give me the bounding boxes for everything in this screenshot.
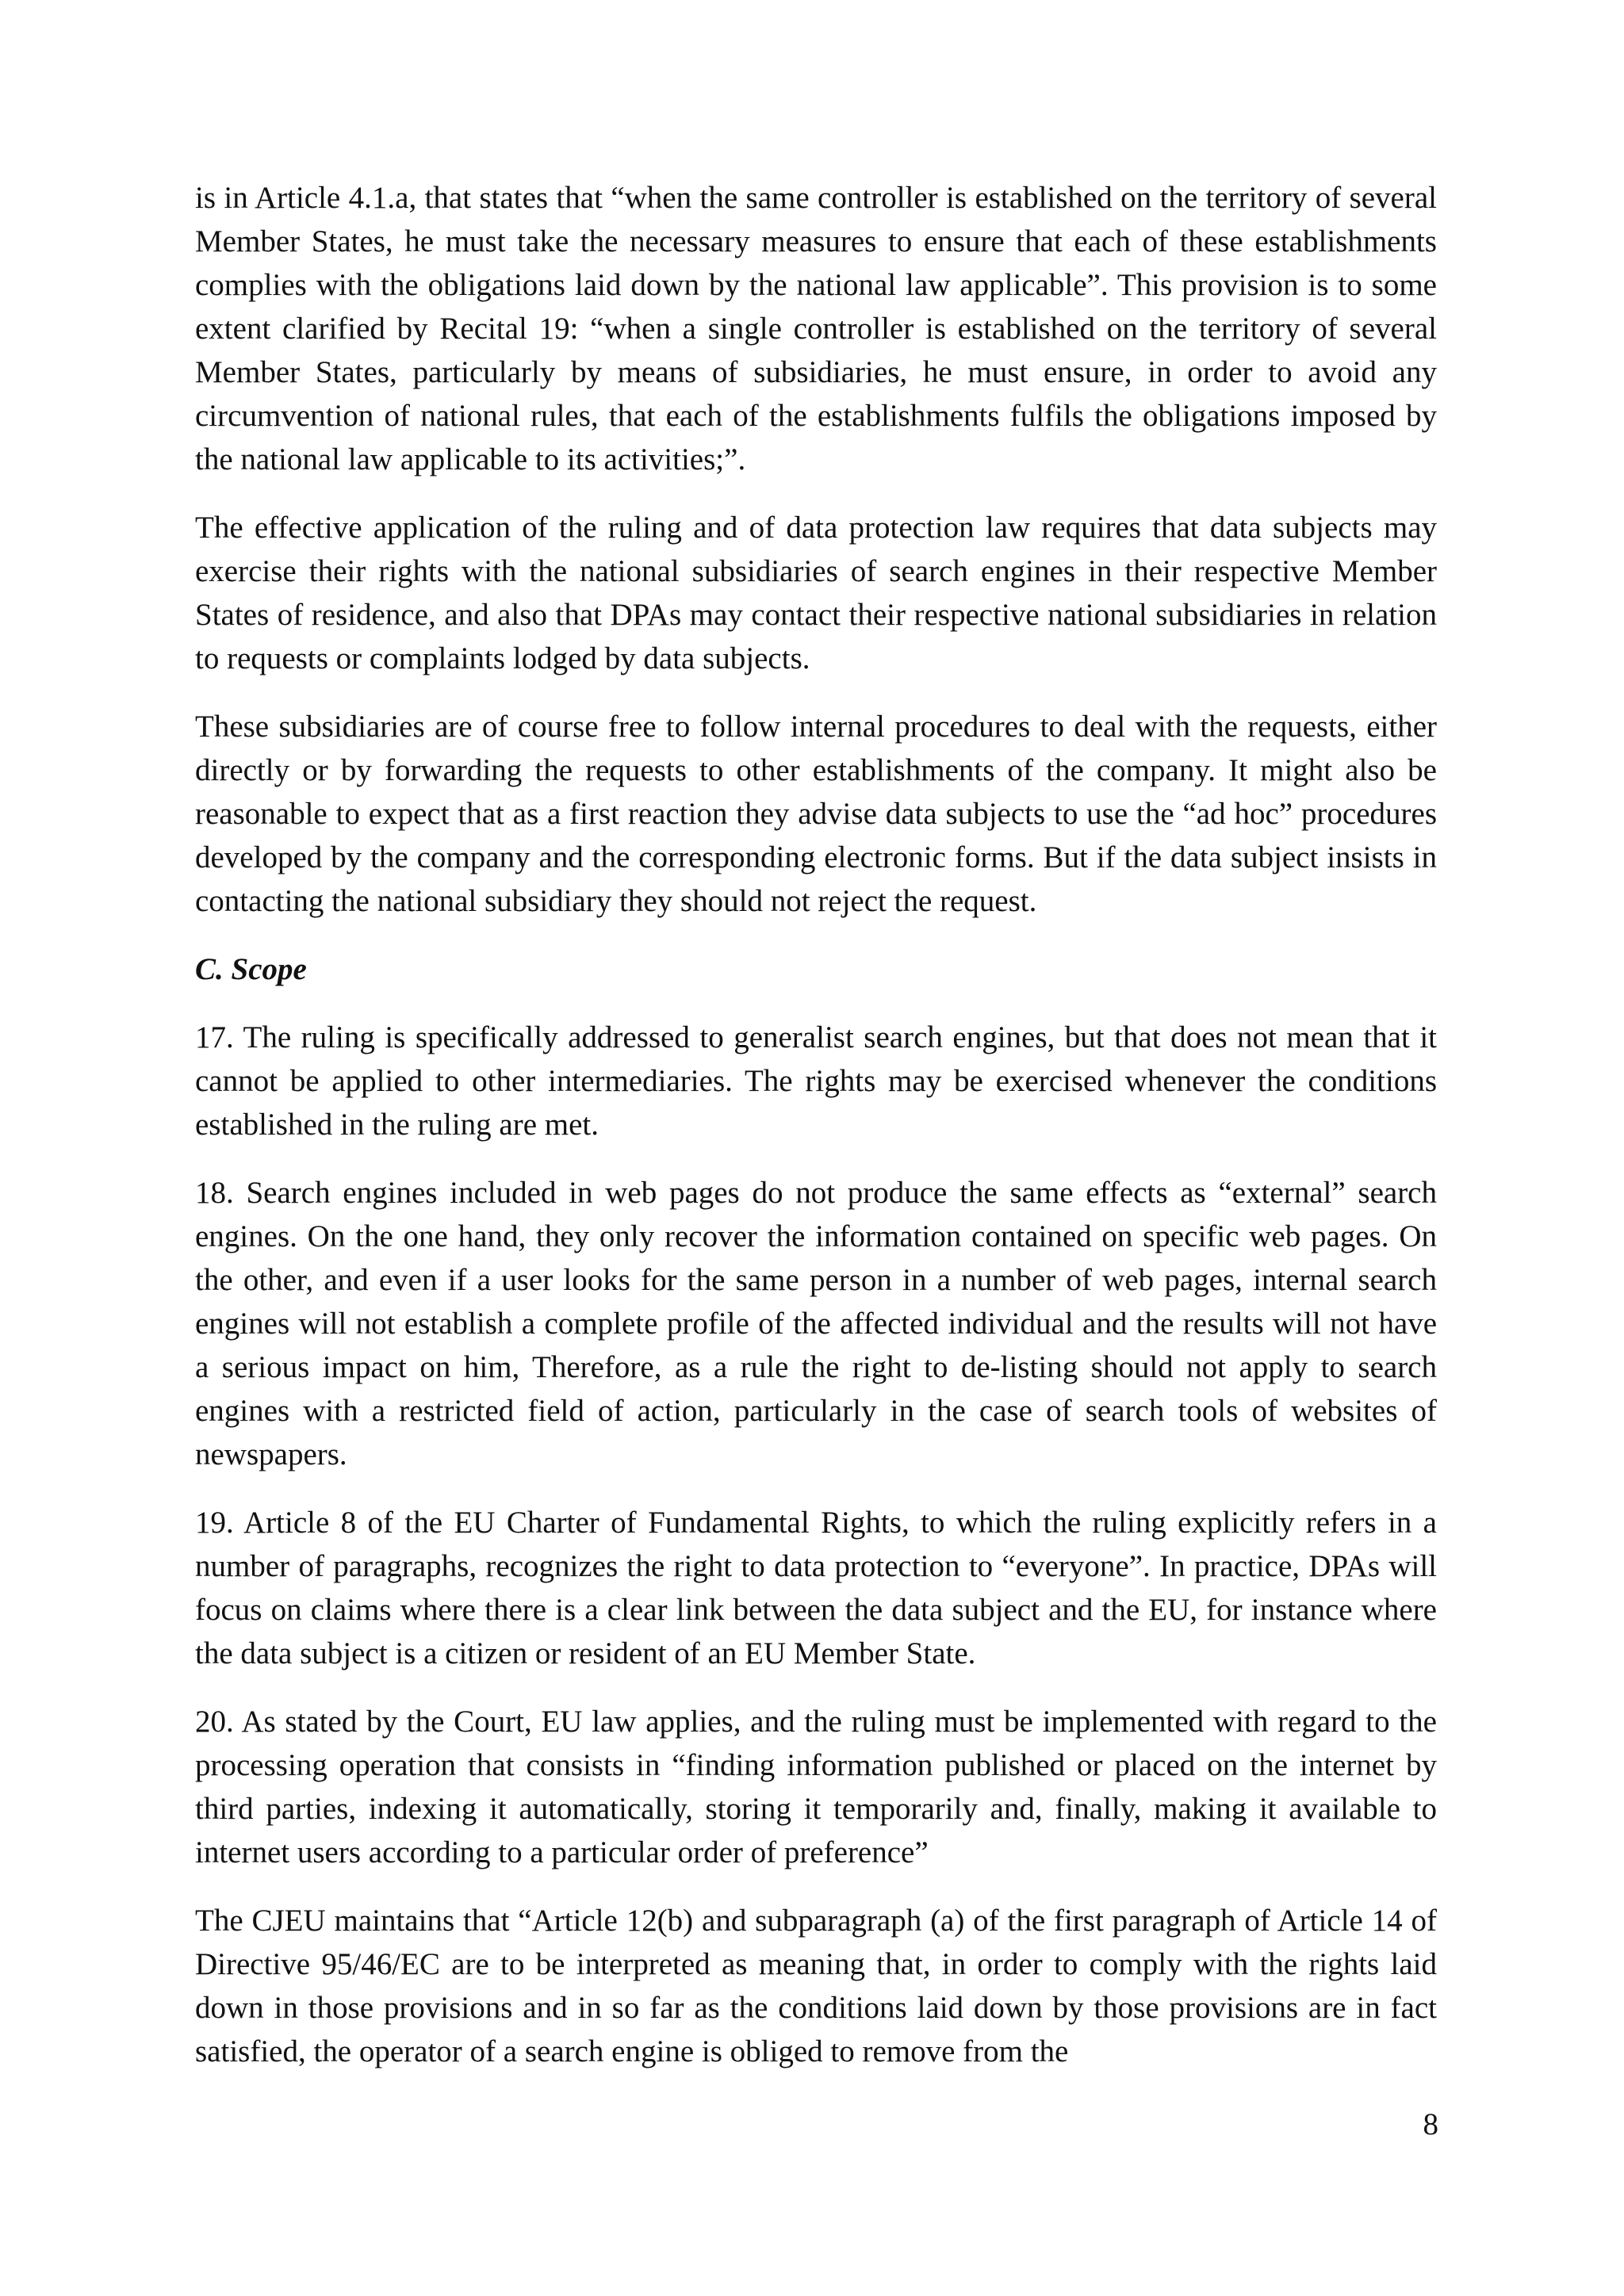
section-heading-scope: C. Scope <box>195 952 307 986</box>
paragraph-20: 20. As stated by the Court, EU law applies, and the ruling must be implemented with regard to the processing operation that consists in “finding information published or placed on the internet by third parties, indexing it automatically, storing it temporarily and, finally, making it available to internet users according to a particular order of preference” <box>195 1705 1437 1869</box>
paragraph-cjeu: The CJEU maintains that “Article 12(b) and subparagraph (a) of the first paragraph of Article 14 of Directive 95/46/EC are to be interpreted as meaning that, in order to comply with the rights laid down in those provisions and in so far as the conditions laid down by those provisions are in fact satisfied, the operator of a search engine is obliged to remove from the <box>195 1904 1437 2068</box>
paragraph-subsidiaries: These subsidiaries are of course free to follow internal procedures to deal with the requests, either directly or by forwarding the requests to other establishments of the company. It might also be reasonable to expect that as a first reaction they advise data subjects to use the “ad hoc” procedures developed by the company and the corresponding electronic forms. But if the data subject insists in contacting the national subsidiary they should not reject the request. <box>195 710 1437 918</box>
page-body <box>195 176 1437 2073</box>
paragraph-17: 17. The ruling is specifically addressed to generalist search engines, but that does not mean that it cannot be applied to other intermediaries. The rights may be exercised whenever the conditions established in the ruling are met. <box>195 1020 1437 1142</box>
paragraph-article-4-1-a: is in Article 4.1.a, that states that “when the same controller is established on the territory of several Member States, he must take the necessary measures to ensure that each of these establishments complies with the obligations laid down by the national law applicable”. This provision is to some extent clarified by Recital 19: “when a single controller is established on the territory of several Member States, particularly by means of subsidiaries, he must ensure, in order to avoid any circumvention of national rules, that each of the establishments fulfils the obligations imposed by the national law applicable to its activities;”. <box>195 181 1437 476</box>
paragraph-18: 18. Search engines included in web pages do not produce the same effects as “external” search engines. On the one hand, they only recover the information contained on specific web pages. On the other, and even if a user looks for the same person in a number of web pages, internal search engines will not establish a complete profile of the affected individual and the results will not have a serious impact on him, Therefore, as a rule the right to de-listing should not apply to search engines with a restricted field of action, particularly in the case of search tools of websites of newspapers. <box>195 1176 1437 1471</box>
page-number: 8 <box>1423 2107 1438 2141</box>
paragraph-19: 19. Article 8 of the EU Charter of Fundamental Rights, to which the ruling explicitly refers in a number of paragraphs, recognizes the right to data protection to “everyone”. In practice, DPAs will focus on claims where there is a clear link between the data subject and the EU, for instance where the data subject is a citizen or resident of an EU Member State. <box>195 1506 1437 1670</box>
paragraph-effective-application: The effective application of the ruling and of data protection law requires that data subjects may exercise their rights with the national subsidiaries of search engines in their respective Member States of residence, and also that DPAs may contact their respective national subsidiaries in relation to requests or complaints lodged by data subjects. <box>195 511 1437 675</box>
